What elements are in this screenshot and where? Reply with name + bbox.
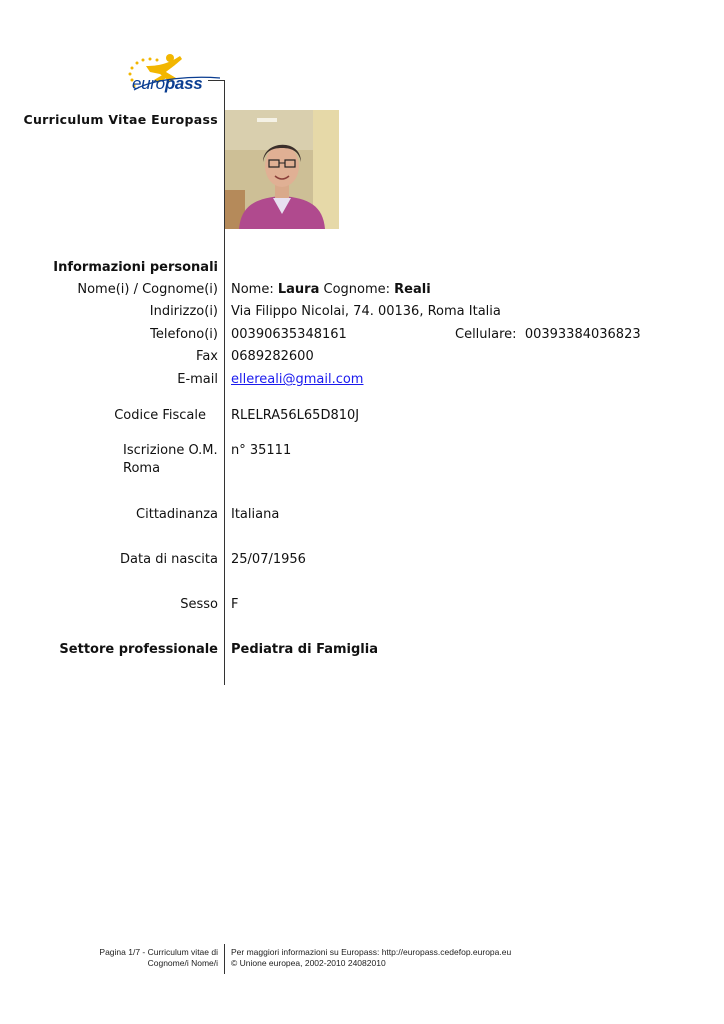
registration-label-line2: Roma bbox=[123, 461, 161, 476]
footer-divider bbox=[224, 944, 225, 974]
profession-value: Pediatra di Famiglia bbox=[231, 642, 378, 657]
logo-text-euro: euro bbox=[132, 74, 165, 93]
phone-label: Telefono(i) bbox=[150, 327, 218, 342]
first-name: Laura bbox=[277, 282, 320, 297]
fax-value: 0689282600 bbox=[231, 349, 314, 364]
name-prefix: Nome: bbox=[231, 282, 278, 297]
email-link[interactable]: ellereali@gmail.com bbox=[231, 372, 364, 387]
profile-photo-image bbox=[225, 110, 339, 229]
citizenship-label: Cittadinanza bbox=[136, 507, 218, 522]
surname: Reali bbox=[394, 282, 431, 297]
citizenship-value: Italiana bbox=[231, 507, 280, 522]
mobile-label: Cellulare: bbox=[455, 327, 517, 342]
tax-code-label: Codice Fiscale bbox=[114, 408, 206, 423]
sex-value: F bbox=[231, 597, 239, 612]
phone-value: 00390635348161 bbox=[231, 327, 347, 342]
document-title: Curriculum Vitae Europass bbox=[23, 112, 218, 127]
fax-label: Fax bbox=[196, 349, 218, 364]
logo-divider bbox=[208, 80, 225, 81]
name-label: Nome(i) / Cognome(i) bbox=[77, 282, 218, 297]
footer-left-line2: Cognome/i Nome/i bbox=[147, 958, 218, 968]
footer-left-line1: Pagina 1/7 - Curriculum vitae di bbox=[99, 947, 218, 957]
footer-right-line2: © Unione europea, 2002-2010 24082010 bbox=[231, 958, 386, 968]
email-label: E-mail bbox=[177, 372, 218, 387]
sex-label: Sesso bbox=[180, 597, 218, 612]
registration-value: n° 35111 bbox=[231, 443, 292, 458]
registration-label bbox=[123, 442, 218, 478]
tax-code-value: RLELRA56L65D810J bbox=[231, 408, 360, 423]
mobile bbox=[455, 326, 641, 344]
logo-text-pass: pass bbox=[164, 74, 203, 93]
europass-wordmark bbox=[132, 74, 202, 94]
europass-logo bbox=[124, 50, 228, 102]
footer-page-info bbox=[99, 947, 218, 969]
name-value bbox=[231, 281, 431, 299]
footer-right-line1: Per maggiori informazioni su Europass: http://europass.cedefop.europa.eu bbox=[231, 947, 512, 957]
birth-date-label: Data di nascita bbox=[120, 552, 218, 567]
mobile-value: 00393384036823 bbox=[524, 327, 641, 342]
surname-prefix: Cognome: bbox=[319, 282, 395, 297]
profile-photo bbox=[225, 110, 339, 229]
birth-date-value: 25/07/1956 bbox=[231, 552, 306, 567]
profession-label: Settore professionale bbox=[59, 642, 218, 657]
registration-label-line1: Iscrizione O.M. bbox=[123, 443, 218, 458]
address-value: Via Filippo Nicolai, 74. 00136, Roma Italia bbox=[231, 304, 501, 319]
section-heading-personal-info: Informazioni personali bbox=[53, 260, 218, 275]
address-label: Indirizzo(i) bbox=[149, 304, 218, 319]
footer-info bbox=[231, 947, 511, 969]
